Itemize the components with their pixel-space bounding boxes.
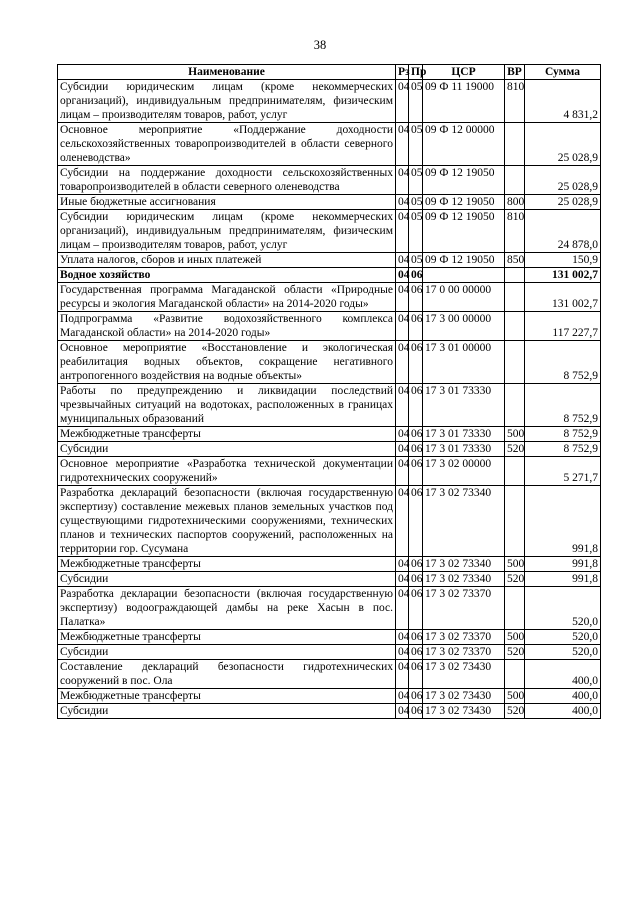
budget-table — [57, 64, 601, 719]
cell-pr: 05 — [409, 253, 423, 268]
cell-rz: 04 — [396, 166, 409, 195]
cell-vr — [505, 341, 525, 384]
header-rz: Рз — [396, 65, 409, 80]
cell-name: Основное мероприятие «Восстановление и экологическая реабилитация водных объектов, сокращение негативного антропогенного воздействия на водные объекты» — [58, 341, 396, 384]
cell-name: Работы по предупреждению и ликвидации последствий чрезвычайных ситуаций на водотоках, расположенных в границах муниципальных образований — [58, 384, 396, 427]
cell-sum: 520,0 — [525, 587, 601, 630]
cell-name: Межбюджетные трансферты — [58, 557, 396, 572]
cell-name: Межбюджетные трансферты — [58, 630, 396, 645]
table-row — [58, 442, 601, 457]
cell-sum: 991,8 — [525, 486, 601, 557]
cell-csr: 09 Ф 12 19050 — [423, 253, 505, 268]
cell-name: Субсидии — [58, 704, 396, 719]
cell-name: Разработка декларации безопасности (включая государственную экспертизу) водоограждающей дамбы на реке Хасын в пос. Палатка» — [58, 587, 396, 630]
cell-rz: 04 — [396, 341, 409, 384]
cell-vr: 810 — [505, 210, 525, 253]
cell-vr: 500 — [505, 689, 525, 704]
cell-name: Субсидии на поддержание доходности сельскохозяйственных товаропроизводителей в области северного оленеводства — [58, 166, 396, 195]
cell-name: Подпрограмма «Развитие водохозяйственного комплекса Магаданской области» на 2014-2020 годы» — [58, 312, 396, 341]
cell-name: Субсидии — [58, 442, 396, 457]
cell-pr: 05 — [409, 195, 423, 210]
cell-rz: 04 — [396, 123, 409, 166]
cell-sum: 25 028,9 — [525, 166, 601, 195]
cell-vr: 500 — [505, 557, 525, 572]
cell-pr: 06 — [409, 442, 423, 457]
cell-name: Субсидии юридическим лицам (кроме некоммерческих организаций), индивидуальным предпринимателям, физическим лицам – производителям товаров, работ, услуг — [58, 80, 396, 123]
cell-rz: 04 — [396, 630, 409, 645]
cell-name: Межбюджетные трансферты — [58, 689, 396, 704]
cell-sum: 991,8 — [525, 557, 601, 572]
cell-csr: 17 3 01 73330 — [423, 384, 505, 427]
cell-pr: 06 — [409, 268, 423, 283]
cell-csr: 17 3 02 73370 — [423, 645, 505, 660]
cell-rz: 04 — [396, 283, 409, 312]
cell-rz: 04 — [396, 427, 409, 442]
cell-pr: 06 — [409, 384, 423, 427]
table-row — [58, 312, 601, 341]
table-row — [58, 166, 601, 195]
cell-rz: 04 — [396, 268, 409, 283]
cell-csr: 17 3 02 73430 — [423, 704, 505, 719]
table-row — [58, 486, 601, 557]
table-row — [58, 704, 601, 719]
cell-sum: 520,0 — [525, 630, 601, 645]
cell-rz: 04 — [396, 442, 409, 457]
header-sum: Сумма — [525, 65, 601, 80]
cell-pr: 06 — [409, 660, 423, 689]
cell-csr: 17 3 02 73370 — [423, 630, 505, 645]
table-row — [58, 80, 601, 123]
cell-rz: 04 — [396, 704, 409, 719]
cell-csr: 17 3 02 73340 — [423, 572, 505, 587]
cell-sum: 400,0 — [525, 689, 601, 704]
cell-csr: 17 3 02 00000 — [423, 457, 505, 486]
header-vr: ВР — [505, 65, 525, 80]
cell-sum: 117 227,7 — [525, 312, 601, 341]
cell-pr: 05 — [409, 210, 423, 253]
cell-name: Иные бюджетные ассигнования — [58, 195, 396, 210]
cell-sum: 991,8 — [525, 572, 601, 587]
cell-rz: 04 — [396, 572, 409, 587]
cell-csr: 17 0 00 00000 — [423, 283, 505, 312]
cell-name: Межбюджетные трансферты — [58, 427, 396, 442]
cell-vr: 520 — [505, 442, 525, 457]
cell-pr: 06 — [409, 312, 423, 341]
cell-name: Водное хозяйство — [58, 268, 396, 283]
cell-sum: 150,9 — [525, 253, 601, 268]
cell-vr — [505, 486, 525, 557]
cell-vr — [505, 283, 525, 312]
cell-vr: 520 — [505, 645, 525, 660]
cell-csr: 17 3 02 73370 — [423, 587, 505, 630]
cell-name: Разработка деклараций безопасности (включая государственную экспертизу) составление межевых планов земельных участков под существующими гидротехническими сооружениями, технических планов и технических паспортов сооружений, расположенных на территории гор. Сусумана — [58, 486, 396, 557]
cell-vr — [505, 123, 525, 166]
cell-sum: 8 752,9 — [525, 341, 601, 384]
cell-pr: 06 — [409, 689, 423, 704]
table-row — [58, 557, 601, 572]
cell-csr: 17 3 01 00000 — [423, 341, 505, 384]
table-header-row — [58, 65, 601, 80]
cell-vr — [505, 268, 525, 283]
table-row — [58, 457, 601, 486]
cell-csr: 09 Ф 12 00000 — [423, 123, 505, 166]
cell-rz: 04 — [396, 195, 409, 210]
cell-csr: 09 Ф 11 19000 — [423, 80, 505, 123]
cell-rz: 04 — [396, 587, 409, 630]
cell-rz: 04 — [396, 689, 409, 704]
table-row — [58, 572, 601, 587]
table-row — [58, 123, 601, 166]
table-row — [58, 427, 601, 442]
cell-pr: 06 — [409, 587, 423, 630]
cell-csr: 17 3 02 73340 — [423, 557, 505, 572]
table-row — [58, 384, 601, 427]
cell-rz: 04 — [396, 457, 409, 486]
cell-sum: 25 028,9 — [525, 195, 601, 210]
cell-vr — [505, 660, 525, 689]
cell-pr: 06 — [409, 486, 423, 557]
cell-rz: 04 — [396, 557, 409, 572]
cell-name: Основное мероприятие «Поддержание доходности сельскохозяйственных товаропроизводителей в области северного оленеводства» — [58, 123, 396, 166]
header-pr: Пр — [409, 65, 423, 80]
cell-pr: 06 — [409, 457, 423, 486]
cell-sum: 520,0 — [525, 645, 601, 660]
cell-pr: 06 — [409, 427, 423, 442]
table-row — [58, 660, 601, 689]
cell-csr: 17 3 02 73340 — [423, 486, 505, 557]
cell-sum: 131 002,7 — [525, 283, 601, 312]
cell-pr: 06 — [409, 283, 423, 312]
cell-vr: 800 — [505, 195, 525, 210]
cell-sum: 4 831,2 — [525, 80, 601, 123]
cell-csr: 17 3 02 73430 — [423, 689, 505, 704]
cell-csr: 17 3 01 73330 — [423, 427, 505, 442]
cell-vr — [505, 166, 525, 195]
cell-vr: 810 — [505, 80, 525, 123]
table-row — [58, 283, 601, 312]
cell-sum: 400,0 — [525, 704, 601, 719]
cell-sum: 8 752,9 — [525, 427, 601, 442]
cell-rz: 04 — [396, 80, 409, 123]
cell-pr: 06 — [409, 557, 423, 572]
cell-rz: 04 — [396, 312, 409, 341]
cell-rz: 04 — [396, 384, 409, 427]
table-body — [58, 80, 601, 719]
cell-vr — [505, 587, 525, 630]
table-row — [58, 195, 601, 210]
header-csr: ЦСР — [423, 65, 505, 80]
table-row — [58, 645, 601, 660]
cell-pr: 06 — [409, 341, 423, 384]
cell-csr: 17 3 02 73430 — [423, 660, 505, 689]
cell-pr: 05 — [409, 80, 423, 123]
cell-vr: 500 — [505, 630, 525, 645]
table-row — [58, 268, 601, 283]
cell-name: Субсидии — [58, 572, 396, 587]
cell-vr — [505, 312, 525, 341]
cell-rz: 04 — [396, 486, 409, 557]
cell-csr: 09 Ф 12 19050 — [423, 195, 505, 210]
cell-csr: 17 3 01 73330 — [423, 442, 505, 457]
table-row — [58, 630, 601, 645]
cell-vr: 520 — [505, 572, 525, 587]
cell-name: Государственная программа Магаданской области «Природные ресурсы и экология Магаданской области» на 2014-2020 годы» — [58, 283, 396, 312]
cell-csr: 09 Ф 12 19050 — [423, 210, 505, 253]
cell-vr — [505, 457, 525, 486]
cell-rz: 04 — [396, 210, 409, 253]
table-row — [58, 587, 601, 630]
cell-pr: 05 — [409, 123, 423, 166]
cell-sum: 8 752,9 — [525, 442, 601, 457]
cell-sum: 131 002,7 — [525, 268, 601, 283]
cell-sum: 5 271,7 — [525, 457, 601, 486]
page-number: 38 — [313, 38, 327, 52]
table-row — [58, 341, 601, 384]
cell-pr: 06 — [409, 572, 423, 587]
cell-sum: 25 028,9 — [525, 123, 601, 166]
cell-vr: 500 — [505, 427, 525, 442]
cell-sum: 24 878,0 — [525, 210, 601, 253]
cell-name: Основное мероприятие «Разработка технической документации гидротехнических сооружений» — [58, 457, 396, 486]
cell-name: Субсидии юридическим лицам (кроме некоммерческих организаций), индивидуальным предпринимателям, физическим лицам – производителям товаров, работ, услуг — [58, 210, 396, 253]
table-row — [58, 253, 601, 268]
cell-name: Составление деклараций безопасности гидротехнических сооружений в пос. Ола — [58, 660, 396, 689]
cell-pr: 06 — [409, 645, 423, 660]
cell-rz: 04 — [396, 253, 409, 268]
cell-pr: 06 — [409, 630, 423, 645]
cell-csr: 17 3 00 00000 — [423, 312, 505, 341]
cell-csr: 09 Ф 12 19050 — [423, 166, 505, 195]
cell-sum: 8 752,9 — [525, 384, 601, 427]
cell-vr — [505, 384, 525, 427]
cell-csr — [423, 268, 505, 283]
cell-vr: 520 — [505, 704, 525, 719]
cell-pr: 05 — [409, 166, 423, 195]
cell-pr: 06 — [409, 704, 423, 719]
header-name: Наименование — [58, 65, 396, 80]
table-row — [58, 689, 601, 704]
cell-rz: 04 — [396, 645, 409, 660]
cell-sum: 400,0 — [525, 660, 601, 689]
cell-name: Субсидии — [58, 645, 396, 660]
cell-rz: 04 — [396, 660, 409, 689]
cell-name: Уплата налогов, сборов и иных платежей — [58, 253, 396, 268]
table-row — [58, 210, 601, 253]
cell-vr: 850 — [505, 253, 525, 268]
